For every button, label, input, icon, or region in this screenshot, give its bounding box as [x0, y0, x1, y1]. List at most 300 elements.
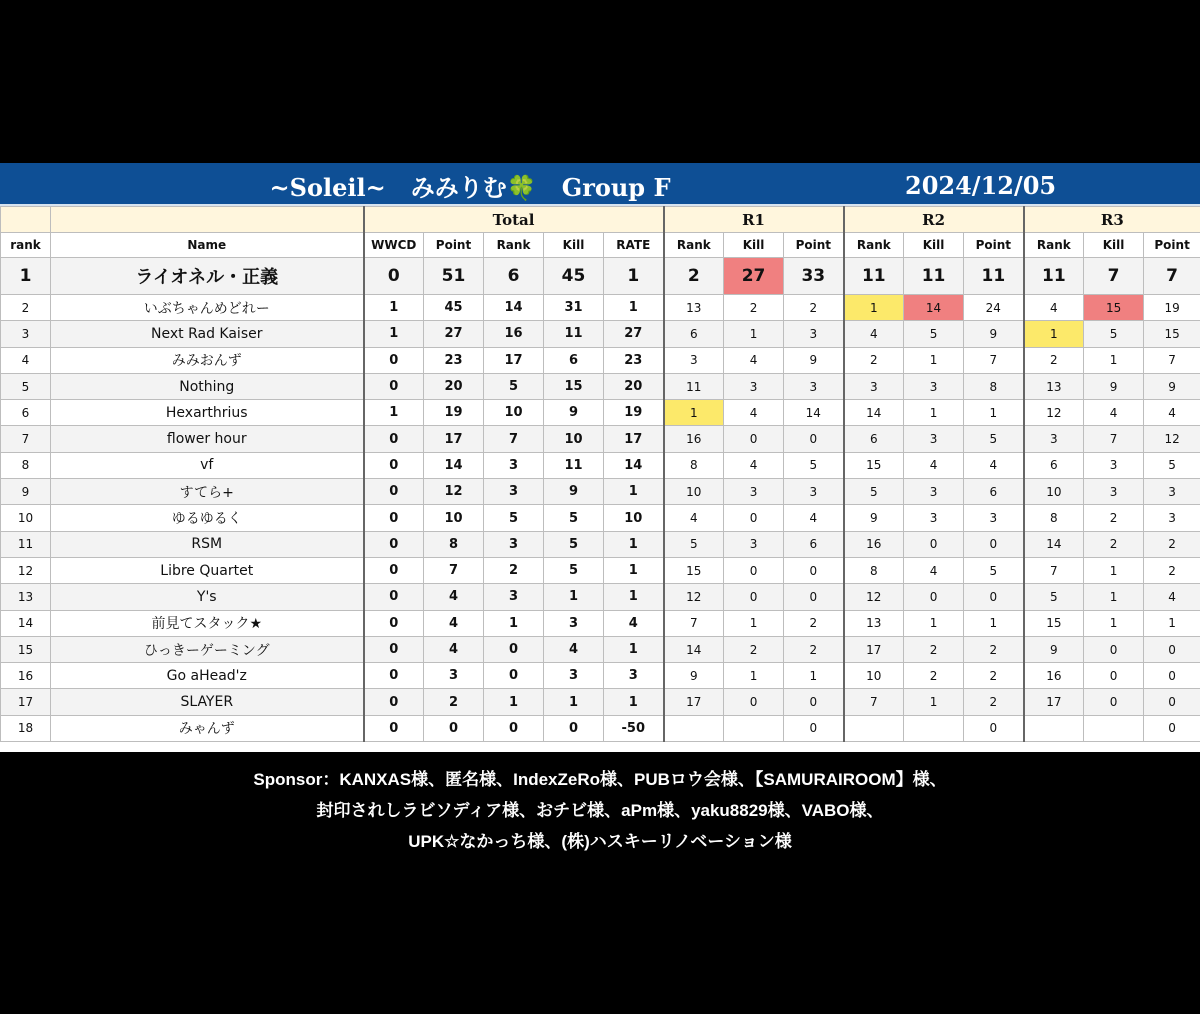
- cell-r2-point: 4: [964, 452, 1024, 478]
- cell-r3-rank: 1: [1024, 321, 1084, 347]
- sheet-date: 2024/12/05: [905, 171, 1057, 200]
- cell-total-point: 4: [424, 584, 484, 610]
- cell-total-rank: 0: [484, 715, 544, 741]
- cell-total-point: 2: [424, 689, 484, 715]
- cell-r1-point: 2: [784, 636, 844, 662]
- cell-r1-point: 6: [784, 531, 844, 557]
- cell-total-kill: 5: [544, 531, 604, 557]
- col-header-r3-point: Point: [1144, 233, 1200, 258]
- cell-r1-rank: 2: [664, 258, 724, 295]
- col-header-rank: rank: [1, 233, 51, 258]
- cell-total-rank: 3: [484, 531, 544, 557]
- cell-total-point: 8: [424, 531, 484, 557]
- table-row: [1, 557, 1200, 583]
- cell-name: vf: [51, 452, 364, 478]
- cell-r2-kill: 0: [904, 531, 964, 557]
- cell-total-kill: 3: [544, 610, 604, 636]
- cell-r3-kill: 0: [1084, 689, 1144, 715]
- cell-r3-rank: 9: [1024, 636, 1084, 662]
- cell-total-point: 12: [424, 479, 484, 505]
- cell-r3-rank: 4: [1024, 295, 1084, 321]
- group-r2: R2: [844, 207, 1024, 233]
- cell-name: SLAYER: [51, 689, 364, 715]
- col-header-r1-kill: Kill: [724, 233, 784, 258]
- cell-name: いぶちゃんめどれー: [51, 295, 364, 321]
- col-header-total-point: Point: [424, 233, 484, 258]
- cell-rate: 1: [604, 636, 664, 662]
- cell-r1-rank: 12: [664, 584, 724, 610]
- cell-total-kill: 10: [544, 426, 604, 452]
- cell-r1-kill: 4: [724, 400, 784, 426]
- cell-r3-rank: 7: [1024, 557, 1084, 583]
- cell-rate: 4: [604, 610, 664, 636]
- cell-name: Libre Quartet: [51, 557, 364, 583]
- sponsor-line-1: Sponsor：KANXAS様、匿名様、IndexZeRo様、PUBロウ会様、【SAMURAIROOM】様、: [253, 770, 947, 789]
- score-sheet: [0, 163, 1200, 752]
- col-header-r3-rank: Rank: [1024, 233, 1084, 258]
- cell-total-kill: 1: [544, 584, 604, 610]
- cell-r1-kill: 3: [724, 373, 784, 399]
- cell-r1-rank: 7: [664, 610, 724, 636]
- cell-wwcd: 0: [364, 610, 424, 636]
- cell-r3-rank: 8: [1024, 505, 1084, 531]
- cell-rank: 3: [1, 321, 51, 347]
- col-header-r1-rank: Rank: [664, 233, 724, 258]
- cell-total-rank: 0: [484, 636, 544, 662]
- sheet-title: ~Soleil~ みみりむ🍀 Group F: [269, 173, 671, 202]
- cell-r2-kill: 4: [904, 452, 964, 478]
- cell-name: Hexarthrius: [51, 400, 364, 426]
- cell-rank: 10: [1, 505, 51, 531]
- cell-r3-rank: 15: [1024, 610, 1084, 636]
- cell-total-kill: 11: [544, 452, 604, 478]
- col-header-wwcd: WWCD: [364, 233, 424, 258]
- cell-r1-kill: 0: [724, 426, 784, 452]
- cell-total-point: 10: [424, 505, 484, 531]
- cell-r2-point: 0: [964, 531, 1024, 557]
- table-row: [1, 321, 1200, 347]
- cell-r3-point: 7: [1144, 347, 1200, 373]
- cell-r3-rank: 6: [1024, 452, 1084, 478]
- cell-r3-kill: 0: [1084, 636, 1144, 662]
- cell-total-kill: 0: [544, 715, 604, 741]
- cell-r2-rank: 7: [844, 689, 904, 715]
- cell-r3-kill: 2: [1084, 505, 1144, 531]
- cell-r3-rank: 11: [1024, 258, 1084, 295]
- cell-r1-kill: 27: [724, 258, 784, 295]
- cell-r3-rank: 16: [1024, 663, 1084, 689]
- cell-total-point: 0: [424, 715, 484, 741]
- cell-r3-kill: 15: [1084, 295, 1144, 321]
- cell-r2-kill: 4: [904, 557, 964, 583]
- cell-name: ゆるゆるく: [51, 505, 364, 531]
- table-row: [1, 531, 1200, 557]
- cell-r1-kill: 1: [724, 663, 784, 689]
- cell-r3-kill: 5: [1084, 321, 1144, 347]
- col-header-r2-rank: Rank: [844, 233, 904, 258]
- cell-r2-kill: 1: [904, 689, 964, 715]
- cell-r2-rank: 16: [844, 531, 904, 557]
- cell-r1-kill: 0: [724, 689, 784, 715]
- cell-r2-kill: 3: [904, 505, 964, 531]
- cell-r1-kill: 4: [724, 347, 784, 373]
- cell-r1-kill: 1: [724, 610, 784, 636]
- cell-r3-rank: 12: [1024, 400, 1084, 426]
- cell-total-rank: 10: [484, 400, 544, 426]
- cell-r1-point: 3: [784, 373, 844, 399]
- cell-r2-rank: 6: [844, 426, 904, 452]
- col-header-r2-point: Point: [964, 233, 1024, 258]
- cell-r3-point: 15: [1144, 321, 1200, 347]
- cell-r1-point: 1: [784, 663, 844, 689]
- cell-total-kill: 11: [544, 321, 604, 347]
- cell-total-rank: 1: [484, 689, 544, 715]
- cell-r1-point: 2: [784, 610, 844, 636]
- cell-r3-point: 5: [1144, 452, 1200, 478]
- cell-r1-point: 33: [784, 258, 844, 295]
- sponsor-line-2: 封印されしラビソディア様、おチビ様、aPm様、yaku8829様、VABO様、: [316, 801, 884, 820]
- cell-r2-point: 8: [964, 373, 1024, 399]
- cell-r3-point: 0: [1144, 636, 1200, 662]
- cell-rate: 27: [604, 321, 664, 347]
- cell-r1-point: 2: [784, 295, 844, 321]
- col-header-total-kill: Kill: [544, 233, 604, 258]
- cell-r2-rank: 5: [844, 479, 904, 505]
- cell-r1-kill: 4: [724, 452, 784, 478]
- cell-r3-point: 3: [1144, 479, 1200, 505]
- cell-wwcd: 1: [364, 321, 424, 347]
- cell-total-rank: 14: [484, 295, 544, 321]
- cell-rate: 1: [604, 258, 664, 295]
- group-blank: [51, 207, 364, 233]
- cell-r2-kill: 3: [904, 479, 964, 505]
- cell-total-rank: 0: [484, 663, 544, 689]
- cell-r2-point: 5: [964, 557, 1024, 583]
- cell-r2-point: 0: [964, 584, 1024, 610]
- cell-r1-kill: 2: [724, 636, 784, 662]
- cell-r3-kill: [1084, 715, 1144, 741]
- cell-r1-rank: 11: [664, 373, 724, 399]
- cell-r1-rank: 1: [664, 400, 724, 426]
- cell-total-point: 7: [424, 557, 484, 583]
- cell-rate: 10: [604, 505, 664, 531]
- cell-r3-point: 0: [1144, 715, 1200, 741]
- cell-wwcd: 0: [364, 258, 424, 295]
- cell-wwcd: 0: [364, 505, 424, 531]
- cell-rank: 9: [1, 479, 51, 505]
- cell-r1-rank: 6: [664, 321, 724, 347]
- cell-r1-rank: 13: [664, 295, 724, 321]
- cell-rank: 8: [1, 452, 51, 478]
- group-blank: [1, 207, 51, 233]
- table-row: [1, 373, 1200, 399]
- cell-r1-rank: 9: [664, 663, 724, 689]
- cell-rank: 16: [1, 663, 51, 689]
- cell-name: ひっきーゲーミング: [51, 636, 364, 662]
- cell-r3-kill: 7: [1084, 258, 1144, 295]
- cell-r2-rank: 12: [844, 584, 904, 610]
- cell-name: Next Rad Kaiser: [51, 321, 364, 347]
- cell-r3-kill: 2: [1084, 531, 1144, 557]
- cell-r3-point: 1: [1144, 610, 1200, 636]
- cell-total-kill: 3: [544, 663, 604, 689]
- cell-r1-point: 3: [784, 321, 844, 347]
- col-header-rate: RATE: [604, 233, 664, 258]
- cell-r1-rank: 17: [664, 689, 724, 715]
- table-row: [1, 258, 1200, 295]
- cell-total-point: 4: [424, 636, 484, 662]
- table-row: [1, 689, 1200, 715]
- cell-r1-rank: 5: [664, 531, 724, 557]
- cell-rate: 14: [604, 452, 664, 478]
- cell-rate: 23: [604, 347, 664, 373]
- cell-r2-point: 1: [964, 400, 1024, 426]
- cell-r3-point: 0: [1144, 663, 1200, 689]
- cell-r1-rank: 15: [664, 557, 724, 583]
- cell-r2-point: 9: [964, 321, 1024, 347]
- table-row: [1, 663, 1200, 689]
- cell-r1-kill: 3: [724, 531, 784, 557]
- cell-wwcd: 0: [364, 531, 424, 557]
- cell-r1-point: 3: [784, 479, 844, 505]
- col-header-r2-kill: Kill: [904, 233, 964, 258]
- table-row: [1, 479, 1200, 505]
- cell-rate: 1: [604, 295, 664, 321]
- cell-total-kill: 45: [544, 258, 604, 295]
- cell-r2-kill: 1: [904, 347, 964, 373]
- col-header-total-rank: Rank: [484, 233, 544, 258]
- cell-r1-point: 9: [784, 347, 844, 373]
- table-row: [1, 715, 1200, 741]
- cell-r2-rank: 4: [844, 321, 904, 347]
- cell-total-point: 45: [424, 295, 484, 321]
- cell-total-kill: 31: [544, 295, 604, 321]
- cell-total-point: 20: [424, 373, 484, 399]
- cell-rank: 2: [1, 295, 51, 321]
- title-bar: [0, 163, 1200, 204]
- cell-name: Y's: [51, 584, 364, 610]
- cell-total-rank: 5: [484, 373, 544, 399]
- table-row: [1, 295, 1200, 321]
- cell-r2-rank: 8: [844, 557, 904, 583]
- cell-wwcd: 0: [364, 715, 424, 741]
- cell-r3-kill: 7: [1084, 426, 1144, 452]
- cell-r1-rank: 16: [664, 426, 724, 452]
- cell-total-rank: 2: [484, 557, 544, 583]
- cell-r2-point: 3: [964, 505, 1024, 531]
- cell-r3-rank: 14: [1024, 531, 1084, 557]
- cell-r1-rank: [664, 715, 724, 741]
- col-header-r1-point: Point: [784, 233, 844, 258]
- cell-wwcd: 1: [364, 400, 424, 426]
- cell-r2-point: 2: [964, 689, 1024, 715]
- cell-r2-kill: [904, 715, 964, 741]
- sponsor-line-3: UPK☆なかっち様、(株)ハスキーリノベーション様: [408, 832, 792, 851]
- cell-name: みみおんず: [51, 347, 364, 373]
- cell-name: RSM: [51, 531, 364, 557]
- cell-r3-kill: 1: [1084, 557, 1144, 583]
- cell-r1-kill: 0: [724, 584, 784, 610]
- table-row: [1, 636, 1200, 662]
- cell-r1-kill: [724, 715, 784, 741]
- cell-r2-kill: 1: [904, 610, 964, 636]
- cell-rank: 11: [1, 531, 51, 557]
- cell-total-kill: 5: [544, 505, 604, 531]
- cell-total-rank: 6: [484, 258, 544, 295]
- cell-r2-point: 0: [964, 715, 1024, 741]
- cell-total-point: 14: [424, 452, 484, 478]
- cell-total-kill: 5: [544, 557, 604, 583]
- cell-r3-kill: 0: [1084, 663, 1144, 689]
- cell-total-point: 4: [424, 610, 484, 636]
- cell-rate: 1: [604, 557, 664, 583]
- cell-r1-rank: 3: [664, 347, 724, 373]
- cell-r2-kill: 2: [904, 636, 964, 662]
- cell-name: Nothing: [51, 373, 364, 399]
- col-header-name: Name: [51, 233, 364, 258]
- group-header-row: [1, 207, 1200, 233]
- cell-r2-rank: [844, 715, 904, 741]
- cell-wwcd: 0: [364, 636, 424, 662]
- cell-total-point: 3: [424, 663, 484, 689]
- cell-rank: 12: [1, 557, 51, 583]
- col-header-r3-kill: Kill: [1084, 233, 1144, 258]
- cell-rate: 20: [604, 373, 664, 399]
- cell-r1-point: 0: [784, 426, 844, 452]
- cell-r2-rank: 15: [844, 452, 904, 478]
- cell-r3-rank: 10: [1024, 479, 1084, 505]
- cell-rank: 7: [1, 426, 51, 452]
- cell-r1-kill: 0: [724, 557, 784, 583]
- cell-total-kill: 1: [544, 689, 604, 715]
- group-r1: R1: [664, 207, 844, 233]
- cell-total-point: 19: [424, 400, 484, 426]
- cell-r2-rank: 1: [844, 295, 904, 321]
- cell-r3-kill: 3: [1084, 452, 1144, 478]
- cell-r3-point: 12: [1144, 426, 1200, 452]
- cell-name: みゃんず: [51, 715, 364, 741]
- cell-r2-point: 24: [964, 295, 1024, 321]
- cell-r2-rank: 2: [844, 347, 904, 373]
- cell-r3-point: 9: [1144, 373, 1200, 399]
- cell-total-rank: 3: [484, 479, 544, 505]
- cell-wwcd: 0: [364, 426, 424, 452]
- cell-total-rank: 5: [484, 505, 544, 531]
- cell-total-point: 51: [424, 258, 484, 295]
- cell-wwcd: 1: [364, 295, 424, 321]
- table-row: [1, 505, 1200, 531]
- cell-total-rank: 16: [484, 321, 544, 347]
- cell-r2-kill: 5: [904, 321, 964, 347]
- group-total: Total: [364, 207, 664, 233]
- cell-r1-kill: 0: [724, 505, 784, 531]
- cell-r2-rank: 10: [844, 663, 904, 689]
- cell-name: すてら+: [51, 479, 364, 505]
- table-row: [1, 347, 1200, 373]
- cell-r3-point: 4: [1144, 584, 1200, 610]
- table-row: [1, 426, 1200, 452]
- cell-r3-kill: 1: [1084, 347, 1144, 373]
- cell-rank: 18: [1, 715, 51, 741]
- cell-r1-point: 0: [784, 689, 844, 715]
- cell-total-point: 23: [424, 347, 484, 373]
- cell-total-rank: 7: [484, 426, 544, 452]
- cell-total-kill: 15: [544, 373, 604, 399]
- cell-name: flower hour: [51, 426, 364, 452]
- cell-rate: 1: [604, 531, 664, 557]
- cell-total-kill: 6: [544, 347, 604, 373]
- cell-r1-rank: 14: [664, 636, 724, 662]
- cell-name: 前見てスタック★: [51, 610, 364, 636]
- cell-wwcd: 0: [364, 373, 424, 399]
- table-row: [1, 584, 1200, 610]
- cell-rate: 1: [604, 689, 664, 715]
- cell-r2-rank: 3: [844, 373, 904, 399]
- cell-r3-point: 2: [1144, 557, 1200, 583]
- cell-r3-rank: 13: [1024, 373, 1084, 399]
- cell-r2-point: 7: [964, 347, 1024, 373]
- cell-r2-kill: 0: [904, 584, 964, 610]
- cell-total-rank: 17: [484, 347, 544, 373]
- cell-r3-rank: 3: [1024, 426, 1084, 452]
- cell-r1-point: 0: [784, 715, 844, 741]
- group-r3: R3: [1024, 207, 1200, 233]
- cell-r3-point: 0: [1144, 689, 1200, 715]
- cell-r2-point: 11: [964, 258, 1024, 295]
- cell-total-kill: 9: [544, 479, 604, 505]
- cell-total-rank: 1: [484, 610, 544, 636]
- cell-rate: 1: [604, 584, 664, 610]
- cell-r1-kill: 3: [724, 479, 784, 505]
- cell-r2-kill: 3: [904, 426, 964, 452]
- cell-wwcd: 0: [364, 347, 424, 373]
- cell-r3-point: 3: [1144, 505, 1200, 531]
- cell-r2-point: 5: [964, 426, 1024, 452]
- column-header-row: [1, 233, 1200, 258]
- cell-total-point: 17: [424, 426, 484, 452]
- cell-wwcd: 0: [364, 689, 424, 715]
- cell-r2-rank: 11: [844, 258, 904, 295]
- cell-r2-rank: 13: [844, 610, 904, 636]
- cell-r3-point: 19: [1144, 295, 1200, 321]
- cell-r3-kill: 1: [1084, 584, 1144, 610]
- cell-r2-rank: 9: [844, 505, 904, 531]
- cell-r2-point: 2: [964, 636, 1024, 662]
- cell-r2-kill: 3: [904, 373, 964, 399]
- cell-r1-kill: 1: [724, 321, 784, 347]
- cell-r2-rank: 17: [844, 636, 904, 662]
- cell-total-rank: 3: [484, 584, 544, 610]
- cell-rank: 5: [1, 373, 51, 399]
- cell-r1-point: 5: [784, 452, 844, 478]
- cell-r2-kill: 11: [904, 258, 964, 295]
- cell-rank: 14: [1, 610, 51, 636]
- cell-r3-rank: 2: [1024, 347, 1084, 373]
- cell-r3-rank: 17: [1024, 689, 1084, 715]
- cell-r1-point: 0: [784, 557, 844, 583]
- cell-r2-kill: 2: [904, 663, 964, 689]
- cell-total-kill: 4: [544, 636, 604, 662]
- cell-r1-rank: 4: [664, 505, 724, 531]
- cell-r3-point: 7: [1144, 258, 1200, 295]
- cell-rate: 19: [604, 400, 664, 426]
- cell-r1-point: 14: [784, 400, 844, 426]
- cell-rate: -50: [604, 715, 664, 741]
- results-table: [0, 206, 1200, 742]
- table-row: [1, 610, 1200, 636]
- cell-rate: 3: [604, 663, 664, 689]
- cell-r3-rank: [1024, 715, 1084, 741]
